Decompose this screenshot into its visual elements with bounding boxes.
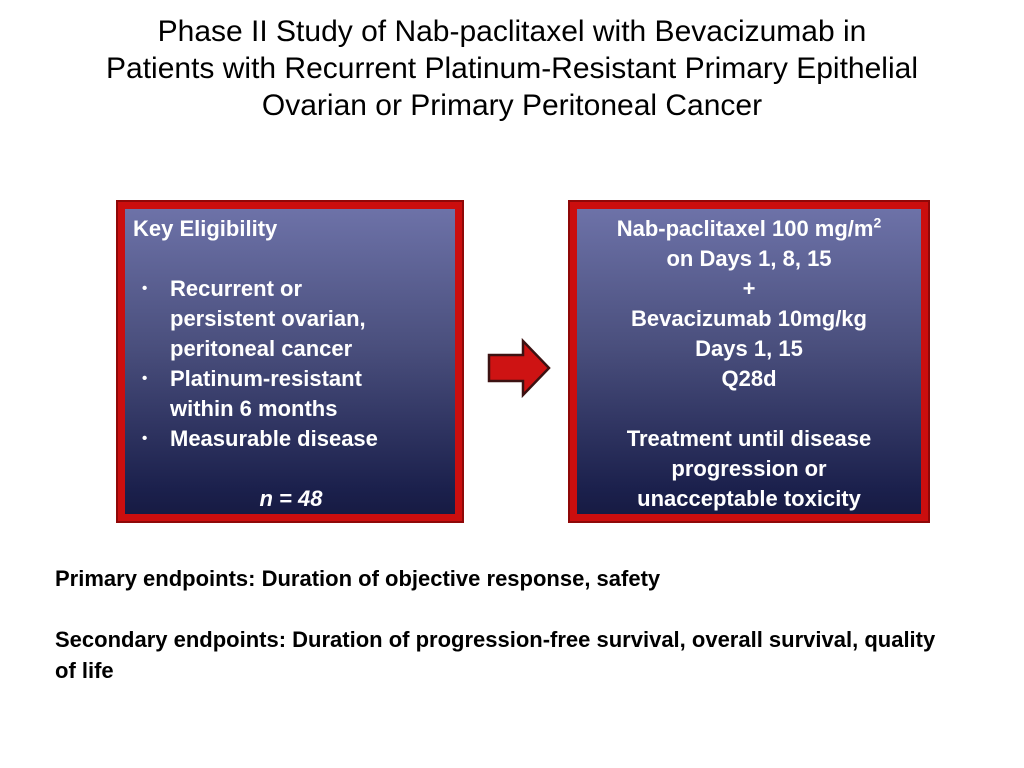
eligibility-heading: Key Eligibility xyxy=(133,216,278,241)
eligibility-bullet-list xyxy=(133,274,449,454)
treatment-duration-note: Treatment until disease progression or unacceptable toxicity xyxy=(626,426,872,511)
bullet-icon: • xyxy=(142,370,148,387)
regimen-dose-text: Nab-paclitaxel 100 mg/m xyxy=(616,216,874,241)
regimen-dose-superscript: 2 xyxy=(873,214,882,231)
regimen-line: on Days 1, 8, 15 xyxy=(666,246,832,271)
slide-title-line-2: Patients with Recurrent Platinum-Resistant Primary Epithelial xyxy=(106,52,918,85)
bullet-text: Measurable disease xyxy=(170,426,378,451)
eligibility-box xyxy=(118,202,462,521)
treatment-box xyxy=(570,202,928,521)
bullet-icon: • xyxy=(142,430,148,447)
spacer xyxy=(133,454,449,484)
regimen-line: Days 1, 15 xyxy=(695,336,803,361)
bullet-icon: • xyxy=(142,280,148,297)
slide-title-line-3: Ovarian or Primary Peritoneal Cancer xyxy=(261,89,763,122)
secondary-endpoints-text: Secondary endpoints: Duration of progression-free survival, overall survival, quality of life xyxy=(55,627,936,683)
regimen-line: Q28d xyxy=(721,366,777,391)
primary-endpoints-text: Primary endpoints: Duration of objective response, safety xyxy=(55,566,661,591)
regimen-plus-sign: + xyxy=(742,276,756,301)
slide-title xyxy=(0,13,1024,124)
spacer xyxy=(577,394,921,424)
bullet-text: Platinum-resistant within 6 months xyxy=(170,366,362,421)
regimen-line-dose xyxy=(577,214,921,244)
bullet-item xyxy=(133,274,449,364)
bullet-item xyxy=(133,424,449,454)
spacer xyxy=(133,244,449,274)
bullet-text: Recurrent or persistent ovarian, peritoneal cancer xyxy=(170,276,366,361)
sample-size-note: n = 48 xyxy=(259,486,323,511)
slide-title-line-1: Phase II Study of Nab-paclitaxel with Bevacizumab in xyxy=(157,15,867,48)
regimen-line: Bevacizumab 10mg/kg xyxy=(631,306,867,331)
endpoints-section xyxy=(55,563,965,686)
arrow-right-icon xyxy=(487,338,551,398)
bullet-item xyxy=(133,364,449,424)
